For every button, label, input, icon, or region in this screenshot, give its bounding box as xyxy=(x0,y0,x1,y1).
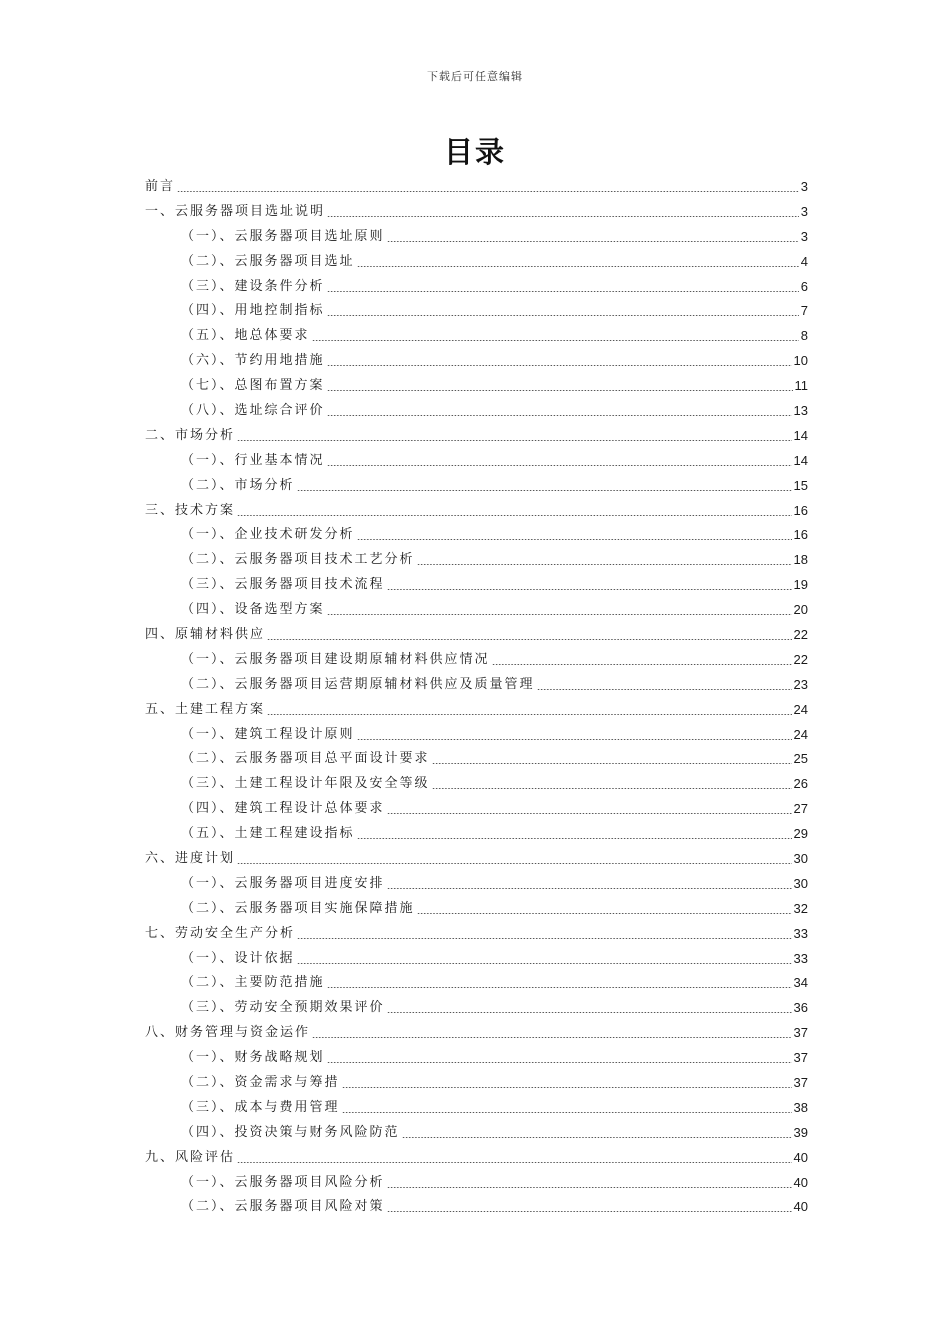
toc-entry[interactable] xyxy=(145,174,808,199)
toc-entry[interactable] xyxy=(145,722,808,747)
toc-page-number: 33 xyxy=(793,925,808,941)
toc-entry[interactable] xyxy=(145,423,808,448)
toc-page-number: 38 xyxy=(793,1099,808,1115)
toc-entry-title: （二）、云服务器项目运营期原辅材料供应及质量管理 xyxy=(181,676,535,692)
toc-entry[interactable] xyxy=(145,398,808,423)
toc-entry-title: 一、云服务器项目选址说明 xyxy=(145,203,326,219)
toc-entry-title: （三）、云服务器项目技术流程 xyxy=(181,577,385,593)
toc-leader-dots xyxy=(417,913,792,914)
toc-leader-dots xyxy=(342,1112,792,1113)
toc-page-number: 3 xyxy=(800,178,808,194)
toc-entry-title: （一）、行业基本情况 xyxy=(181,452,325,468)
toc-page-number: 16 xyxy=(793,502,808,518)
toc-leader-dots xyxy=(387,241,799,242)
toc-entry[interactable] xyxy=(145,697,808,722)
toc-entry-title: 四、原辅材料供应 xyxy=(145,626,266,642)
toc-leader-dots xyxy=(357,539,792,540)
header-note: 下载后可任意编辑 xyxy=(427,70,523,83)
toc-entry-title: 八、财务管理与资金运作 xyxy=(145,1025,311,1041)
toc-entry-title: （二）、云服务器项目总平面设计要求 xyxy=(181,751,430,767)
toc-leader-dots xyxy=(492,664,792,665)
toc-leader-dots xyxy=(432,788,792,789)
toc-leader-dots xyxy=(357,838,792,839)
toc-entry[interactable] xyxy=(145,796,808,821)
toc-leader-dots xyxy=(327,390,793,391)
toc-entry[interactable] xyxy=(145,298,808,323)
toc-page-number: 32 xyxy=(793,900,808,916)
toc-entry-title: （四）、用地控制指标 xyxy=(181,303,325,319)
toc-page-number: 25 xyxy=(793,751,808,767)
toc-leader-dots xyxy=(237,515,792,516)
toc-entry-title: （二）、市场分析 xyxy=(181,477,295,493)
toc-entry-title: （二）、云服务器项目实施保障措施 xyxy=(181,900,415,916)
toc-leader-dots xyxy=(237,863,792,864)
toc-entry[interactable] xyxy=(145,348,808,373)
toc-entry-title: 前言 xyxy=(145,178,176,194)
toc-page-number: 24 xyxy=(793,726,808,742)
toc-entry-title: （一）、云服务器项目进度安排 xyxy=(181,875,385,891)
toc-page-number: 39 xyxy=(793,1124,808,1140)
toc-entry[interactable] xyxy=(145,1045,808,1070)
toc-entry-title: （五）、地总体要求 xyxy=(181,328,310,344)
toc-page-number: 15 xyxy=(793,477,808,493)
toc-page-number: 23 xyxy=(793,676,808,692)
toc-page-number: 18 xyxy=(793,552,808,568)
toc-entry-title: （六）、节约用地措施 xyxy=(181,353,325,369)
toc-page-number: 22 xyxy=(793,626,808,642)
toc-entry-title: 九、风险评估 xyxy=(145,1149,236,1165)
toc-entry[interactable] xyxy=(145,1020,808,1045)
toc-page-number: 16 xyxy=(793,527,808,543)
toc-page-number: 29 xyxy=(793,826,808,842)
toc-entry[interactable] xyxy=(145,274,808,299)
toc-entry-title: （一）、云服务器项目选址原则 xyxy=(181,228,385,244)
toc-page-number: 14 xyxy=(793,427,808,443)
toc-entry-title: （三）、土建工程设计年限及安全等级 xyxy=(181,776,430,792)
toc-entry-title: （一）、企业技术研发分析 xyxy=(181,527,355,543)
toc-page-number: 30 xyxy=(793,875,808,891)
toc-page-number: 26 xyxy=(793,776,808,792)
toc-entry-title: （一）、建筑工程设计原则 xyxy=(181,726,355,742)
toc-entry-title: （二）、云服务器项目选址 xyxy=(181,253,355,269)
toc-entry[interactable] xyxy=(145,971,808,996)
toc-entry-title: （二）、云服务器项目技术工艺分析 xyxy=(181,552,415,568)
toc-entry-title: （一）、云服务器项目风险分析 xyxy=(181,1174,385,1190)
toc-page-number: 13 xyxy=(793,402,808,418)
page-title: 目录 xyxy=(443,135,506,169)
toc-leader-dots xyxy=(327,291,799,292)
toc-page-number: 6 xyxy=(800,278,808,294)
toc-page-number: 34 xyxy=(793,975,808,991)
toc-page-number: 4 xyxy=(800,253,808,269)
toc-page-number: 30 xyxy=(793,850,808,866)
toc-page-number: 14 xyxy=(793,452,808,468)
toc-leader-dots xyxy=(327,465,792,466)
toc-leader-dots xyxy=(417,564,792,565)
toc-page-number: 3 xyxy=(800,228,808,244)
toc-page-number: 22 xyxy=(793,651,808,667)
toc-leader-dots xyxy=(297,963,792,964)
toc-entry[interactable] xyxy=(145,995,808,1020)
toc-page-number: 7 xyxy=(800,303,808,319)
toc-entry-title: （三）、建设条件分析 xyxy=(181,278,325,294)
toc-entry[interactable] xyxy=(145,323,808,348)
toc-entry-title: 五、土建工程方案 xyxy=(145,701,266,717)
toc-leader-dots xyxy=(237,440,792,441)
toc-entry-title: （二）、资金需求与筹措 xyxy=(181,1075,340,1090)
toc-page-number: 8 xyxy=(800,328,808,344)
toc-entry[interactable] xyxy=(145,1170,808,1195)
toc-entry[interactable] xyxy=(145,522,808,547)
toc-page-number: 40 xyxy=(793,1199,808,1215)
toc-leader-dots xyxy=(327,415,792,416)
toc-entry[interactable] xyxy=(145,921,808,946)
toc-entry[interactable] xyxy=(145,821,808,846)
toc-entry-title: 三、技术方案 xyxy=(145,502,236,518)
toc-entry[interactable] xyxy=(145,448,808,473)
toc-entry[interactable] xyxy=(145,373,808,398)
toc-leader-dots xyxy=(177,191,799,192)
toc-entry-title: （四）、建筑工程设计总体要求 xyxy=(181,801,385,817)
toc-entry-title: （七）、总图布置方案 xyxy=(181,378,325,394)
toc-entry[interactable] xyxy=(145,1120,808,1145)
toc-entry[interactable] xyxy=(145,473,808,498)
toc-entry[interactable] xyxy=(145,1070,808,1095)
toc-entry[interactable] xyxy=(145,771,808,796)
toc-page-number: 36 xyxy=(793,1000,808,1016)
toc-entry[interactable] xyxy=(145,1095,808,1120)
toc-leader-dots xyxy=(327,987,792,988)
toc-leader-dots xyxy=(312,340,799,341)
toc-entry-title: 六、进度计划 xyxy=(145,850,236,866)
toc-leader-dots xyxy=(327,216,799,217)
toc-entry[interactable] xyxy=(145,199,808,224)
toc-entry[interactable] xyxy=(145,846,808,871)
toc-entry-title: （五）、土建工程建设指标 xyxy=(181,826,355,842)
toc-page-number: 19 xyxy=(793,577,808,593)
toc-entry[interactable] xyxy=(145,597,808,622)
toc-leader-dots xyxy=(327,1062,792,1063)
toc-entry[interactable] xyxy=(145,622,808,647)
toc-page-number: 33 xyxy=(793,950,808,966)
toc-page-number: 24 xyxy=(793,701,808,717)
toc-entry-title: （八）、选址综合评价 xyxy=(181,402,325,418)
toc-leader-dots xyxy=(297,938,792,939)
toc-leader-dots xyxy=(357,266,799,267)
toc-leader-dots xyxy=(387,1187,792,1188)
toc-leader-dots xyxy=(387,813,792,814)
toc-leader-dots xyxy=(312,1037,792,1038)
toc-entry-title: （三）、劳动安全预期效果评价 xyxy=(181,1000,385,1016)
toc-page-number: 11 xyxy=(794,378,808,394)
toc-entry[interactable] xyxy=(145,672,808,697)
toc-leader-dots xyxy=(327,315,799,316)
toc-entry-title: （一）、设计依据 xyxy=(181,950,295,966)
toc-leader-dots xyxy=(357,739,792,740)
toc-entry-title: 七、劳动安全生产分析 xyxy=(145,925,296,941)
toc-entry-title: （二）、主要防范措施 xyxy=(181,975,325,991)
toc-entry[interactable] xyxy=(145,547,808,572)
toc-page-number: 27 xyxy=(793,801,808,817)
toc-entry[interactable] xyxy=(145,896,808,921)
toc-leader-dots xyxy=(387,1211,792,1212)
table-of-contents xyxy=(145,174,808,1219)
toc-entry-title: （四）、设备选型方案 xyxy=(181,602,325,618)
toc-page-number: 37 xyxy=(793,1075,808,1090)
toc-leader-dots xyxy=(267,714,792,715)
toc-leader-dots xyxy=(297,490,792,491)
toc-entry[interactable] xyxy=(145,871,808,896)
toc-leader-dots xyxy=(342,1087,792,1088)
toc-entry-title: （三）、成本与费用管理 xyxy=(181,1099,340,1115)
toc-page-number: 40 xyxy=(793,1149,808,1165)
toc-leader-dots xyxy=(387,589,792,590)
toc-leader-dots xyxy=(387,888,792,889)
toc-entry-title: 二、市场分析 xyxy=(145,427,236,443)
toc-page-number: 37 xyxy=(793,1050,808,1066)
toc-entry[interactable] xyxy=(145,224,808,249)
toc-leader-dots xyxy=(387,1012,792,1013)
toc-entry[interactable] xyxy=(145,647,808,672)
toc-leader-dots xyxy=(327,614,792,615)
toc-leader-dots xyxy=(267,639,792,640)
toc-entry-title: （二）、云服务器项目风险对策 xyxy=(181,1199,385,1215)
toc-entry-title: （一）、财务战略规划 xyxy=(181,1050,325,1066)
toc-leader-dots xyxy=(432,763,792,764)
toc-page-number: 37 xyxy=(793,1025,808,1041)
toc-entry[interactable] xyxy=(145,498,808,523)
toc-leader-dots xyxy=(327,365,792,366)
toc-entry[interactable] xyxy=(145,572,808,597)
toc-entry-title: （一）、云服务器项目建设期原辅材料供应情况 xyxy=(181,651,490,667)
toc-page-number: 40 xyxy=(793,1174,808,1190)
toc-entry-title: （四）、投资决策与财务风险防范 xyxy=(181,1124,400,1140)
toc-leader-dots xyxy=(402,1137,792,1138)
toc-entry[interactable] xyxy=(145,1145,808,1170)
toc-entry[interactable] xyxy=(145,1195,808,1220)
toc-entry[interactable] xyxy=(145,249,808,274)
toc-leader-dots xyxy=(237,1162,792,1163)
toc-page-number: 20 xyxy=(793,602,808,618)
toc-entry[interactable] xyxy=(145,946,808,971)
toc-entry[interactable] xyxy=(145,746,808,771)
toc-page-number: 3 xyxy=(800,203,808,219)
toc-leader-dots xyxy=(537,689,792,690)
toc-page-number: 10 xyxy=(793,353,808,369)
